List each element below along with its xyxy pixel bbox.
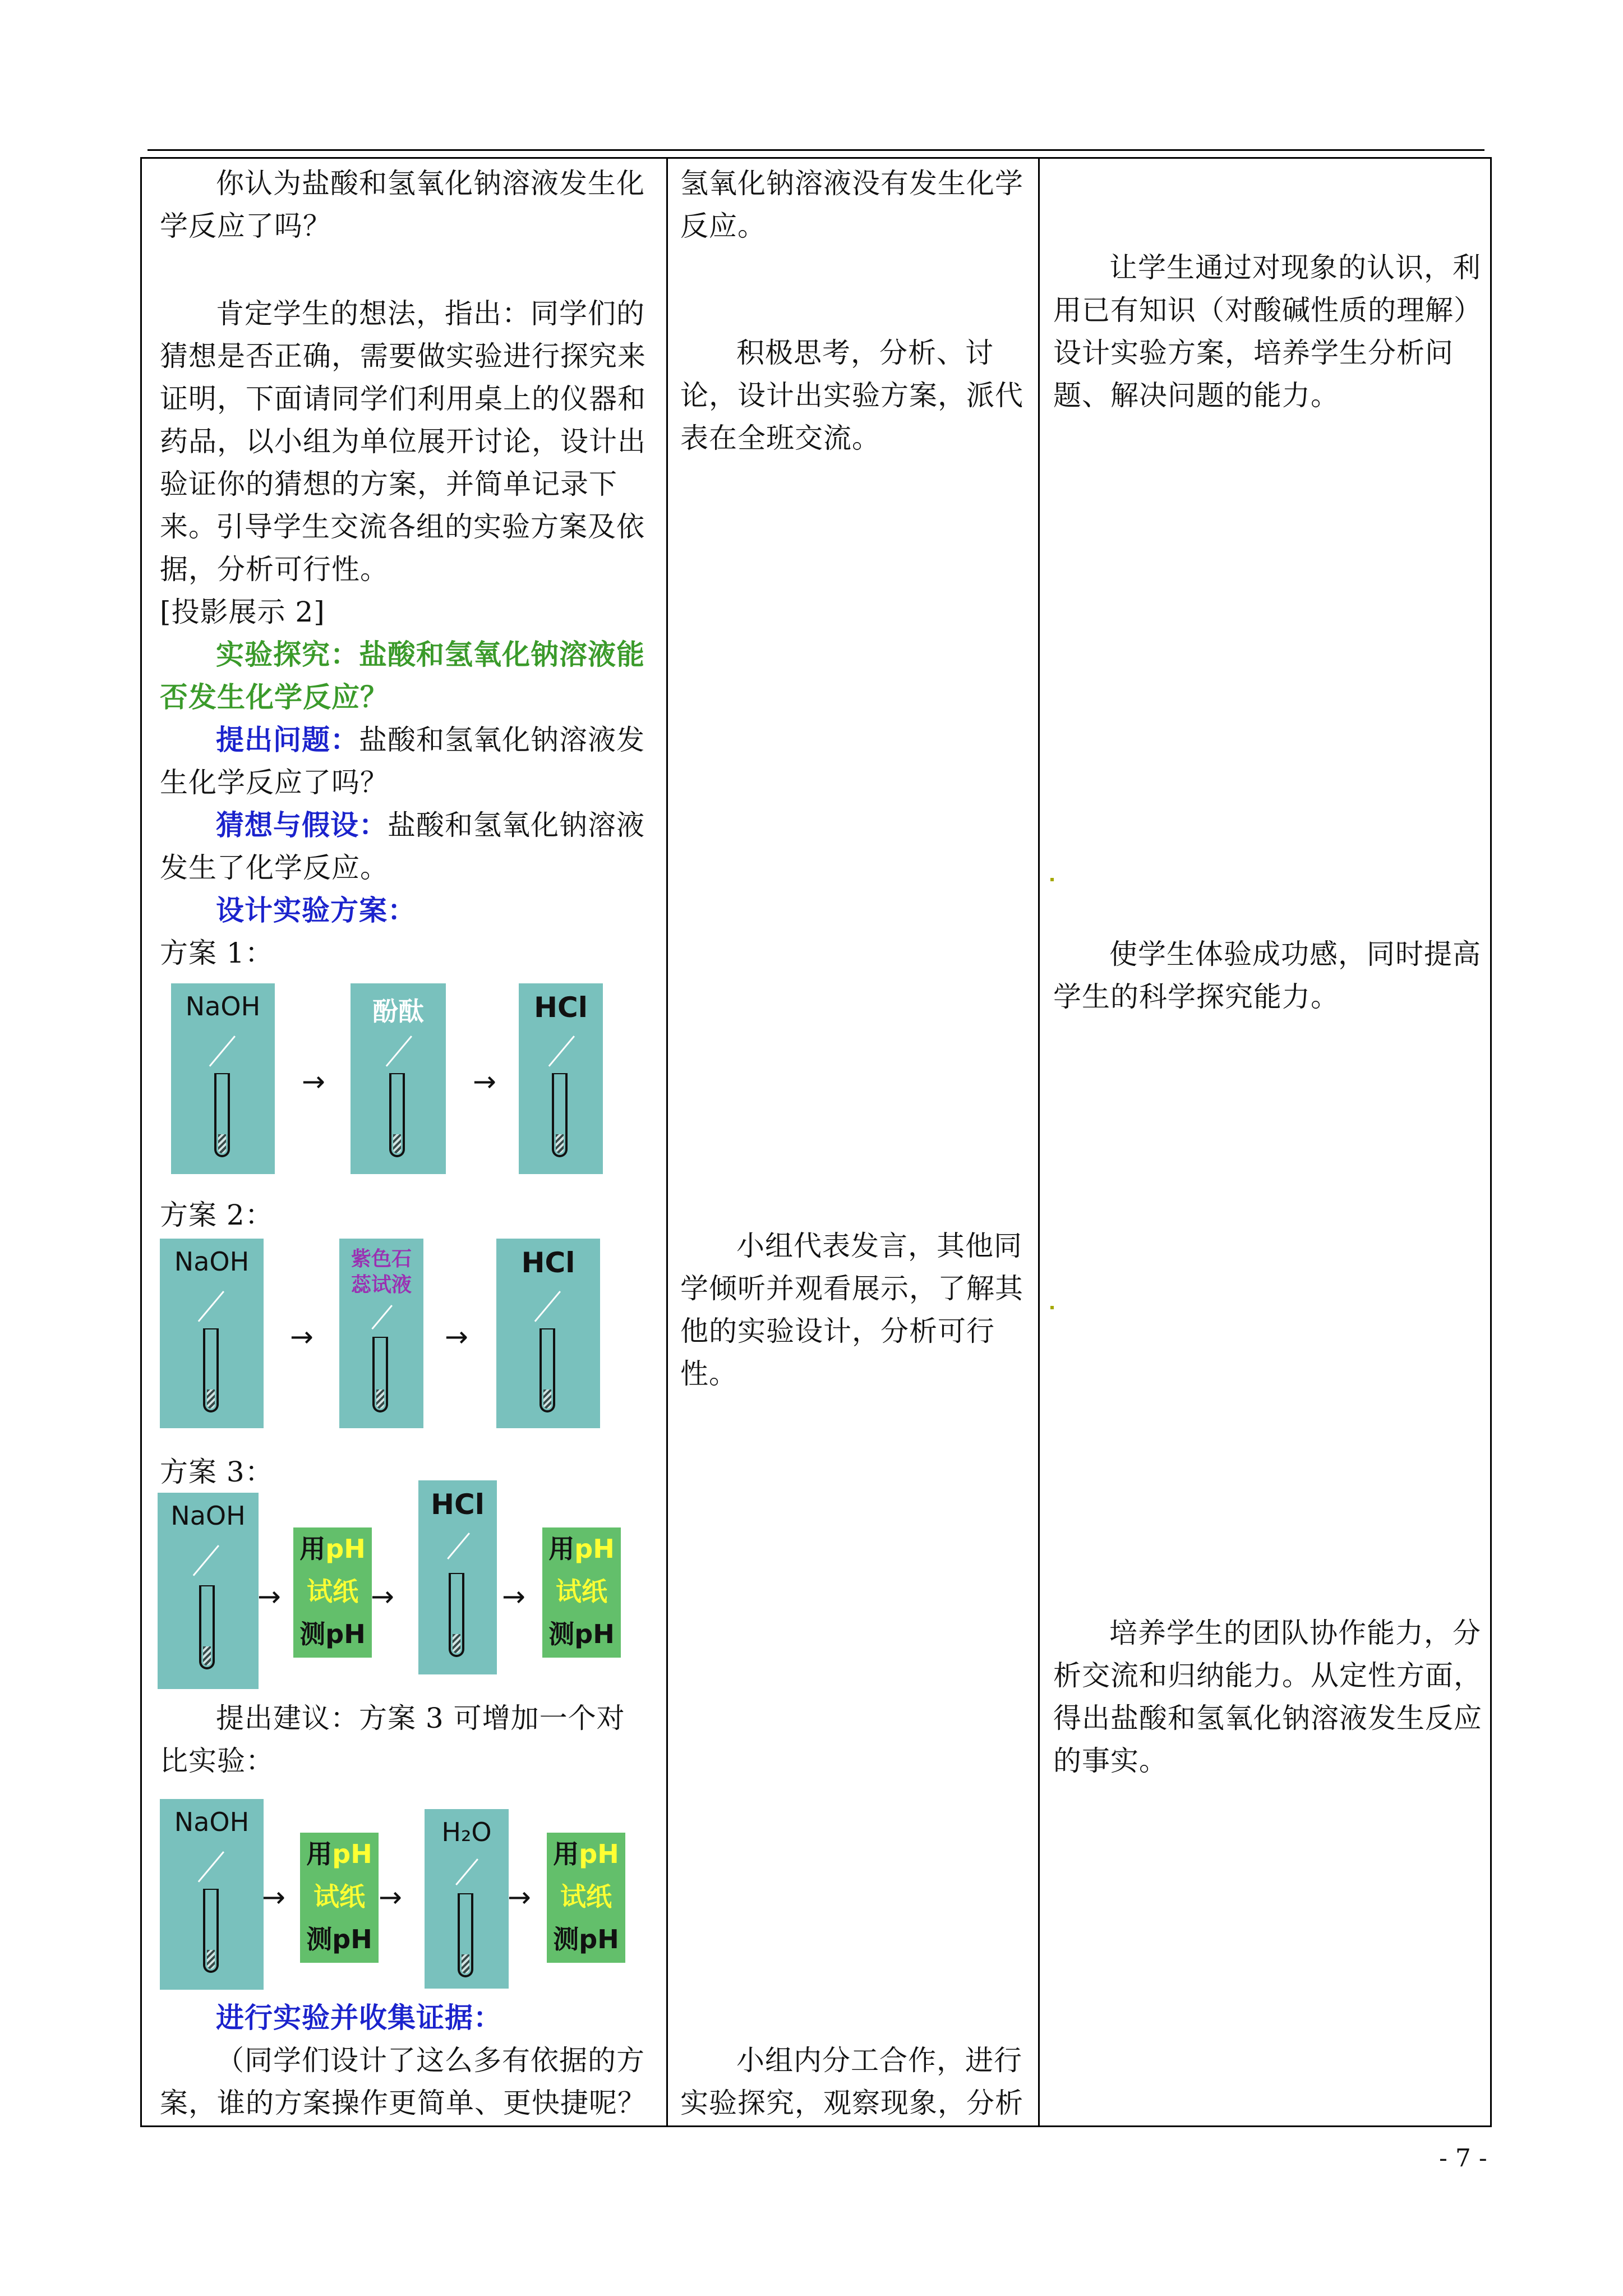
test-tube-icon — [540, 1328, 555, 1412]
arrow-icon: → — [371, 1580, 394, 1613]
dropper-line — [209, 1036, 236, 1067]
stray-mark — [1050, 1306, 1054, 1309]
collect-evidence-label: 进行实验并收集证据： — [216, 2001, 502, 2034]
dropper-line — [548, 1036, 575, 1067]
arrow-icon: → — [502, 1580, 525, 1613]
reagent-label: HCl — [431, 1488, 485, 1521]
hcl-tube-tile — [418, 1480, 497, 1674]
reagent-label: HCl — [521, 1246, 575, 1279]
design-intent-1: 让学生通过对现象的认识，利用已有知识（对酸碱性质的理解）设计实验方案，培养学生分析问题、解决问题的能力。 — [1053, 251, 1482, 412]
reagent-label: NaOH — [185, 991, 261, 1022]
dropper-line — [447, 1533, 470, 1559]
reagent-label: NaOH — [174, 1807, 250, 1837]
reagent-label: NaOH — [170, 1501, 246, 1531]
dropper-line — [534, 1291, 561, 1322]
plan1-label: 方案 1： — [160, 937, 274, 969]
dropper-line — [386, 1036, 412, 1067]
ph-paper-tile: 用pH 试纸 测pH — [542, 1527, 621, 1658]
ph-paper-tile: 用pH 试纸 测pH — [300, 1833, 379, 1963]
teacher-question: 你认为盐酸和氢氧化钠溶液发生化学反应了吗？ — [160, 167, 645, 242]
reagent-label: 酚酞 — [372, 996, 424, 1027]
dropper-line — [193, 1545, 219, 1576]
arrow-icon: → — [508, 1881, 531, 1913]
stray-mark — [1050, 878, 1054, 881]
page-number: - 7 - — [1439, 2144, 1487, 2173]
reagent-label-line2: 蕊试液 — [351, 1273, 412, 1296]
projection-label: [投影展示 2] — [160, 596, 325, 628]
reagent-label-line1: 紫色石 — [351, 1248, 412, 1271]
naoh-tube-tile — [171, 983, 275, 1174]
test-tube-icon — [214, 1073, 230, 1157]
naoh-tube-tile — [158, 1493, 259, 1689]
test-tube-icon — [389, 1073, 405, 1157]
plan3-label: 方案 3： — [160, 1456, 274, 1488]
test-tube-icon — [458, 1893, 473, 1977]
question-paragraph — [160, 719, 653, 804]
arrow-icon: → — [473, 1065, 496, 1098]
arrow-icon: → — [445, 1320, 468, 1353]
teacher-guidance: 肯定学生的想法，指出：同学们的猜想是否正确，需要做实验进行探究来证明，下面请同学们利用桌上的仪器和药品，以小组为单位展开讨论，设计出验证你的猜想的方案，并简单记录下来。 — [160, 297, 646, 543]
reagent-label: NaOH — [174, 1246, 250, 1277]
student-answer: 氢氧化钠溶液没有发生化学反应。 — [680, 167, 1023, 242]
phenolphthalein-tube-tile — [351, 983, 446, 1174]
reagent-label: HCl — [534, 991, 588, 1024]
dropper-line — [455, 1858, 478, 1885]
hypothesis-paragraph — [160, 804, 653, 889]
arrow-icon: → — [290, 1320, 313, 1353]
experiment-title: 实验探究：盐酸和氢氧化钠溶液能否发生化学反应？ — [160, 638, 645, 714]
plan1-diagram — [171, 983, 631, 1174]
arrow-icon: → — [257, 1580, 281, 1613]
hypothesis-label: 猜想与假设： — [216, 808, 388, 841]
teacher-discussion: 引导学生交流各组的实验方案及依据，分析可行性。 — [160, 510, 645, 586]
dropper-line — [371, 1305, 393, 1329]
test-tube-icon — [552, 1073, 568, 1157]
arrow-icon: → — [379, 1881, 402, 1913]
question-label: 提出问题： — [216, 723, 359, 756]
column-divider — [1038, 159, 1040, 2125]
reagent-label: H₂O — [441, 1817, 492, 1847]
naoh-tube-tile — [160, 1239, 264, 1428]
student-activity-present: 小组代表发言，其他同学倾听并观看展示，了解其他的实验设计，分析可行性。 — [680, 1230, 1023, 1390]
plan2-diagram — [160, 1239, 620, 1428]
dropper-line — [198, 1851, 224, 1883]
header-rule — [147, 149, 1484, 151]
design-label: 设计实验方案： — [216, 894, 416, 927]
design-intent-2: 使学生体验成功感，同时提高学生的科学探究能力。 — [1053, 938, 1481, 1013]
hcl-tube-tile — [519, 983, 603, 1174]
arrow-icon: → — [262, 1881, 285, 1913]
test-tube-icon — [372, 1337, 388, 1412]
lesson-table — [140, 157, 1492, 2127]
test-tube-icon — [199, 1585, 215, 1669]
column-divider — [666, 159, 668, 2125]
litmus-tube-tile — [339, 1239, 423, 1428]
plan2-label: 方案 2： — [160, 1199, 274, 1231]
naoh-tube-tile — [160, 1799, 264, 1990]
test-tube-icon — [203, 1889, 219, 1973]
dropper-line — [198, 1291, 224, 1322]
student-activity-design: 积极思考，分析、讨论，设计出实验方案，派代表在全班交流。 — [680, 337, 1023, 454]
ph-paper-tile: 用pH 试纸 测pH — [547, 1833, 625, 1963]
ph-paper-tile: 用pH 试纸 测pH — [293, 1527, 372, 1658]
design-intent-3: 培养学生的团队协作能力，分析交流和归纳能力。从定性方面，得出盐酸和氢氧化钠溶液发生反应的事实。 — [1053, 1617, 1482, 1777]
suggestion-text: 提出建议：方案 3 可增加一个对比实验： — [160, 1702, 625, 1777]
plan3-diagram — [158, 1488, 640, 1689]
hypothesis-text: 盐酸和氢氧化钠溶液发生了化学反应。 — [160, 809, 645, 884]
arrow-icon: → — [302, 1065, 325, 1098]
water-tube-tile — [425, 1809, 509, 1989]
student-activity-experiment: 小组内分工合作，进行实验探究，观察现象，分析 — [680, 2044, 1023, 2119]
test-tube-icon — [449, 1573, 464, 1657]
hcl-tube-tile — [496, 1239, 600, 1428]
test-tube-icon — [203, 1328, 219, 1412]
question-text: 盐酸和氢氧化钠溶液发生化学反应了吗？ — [160, 724, 645, 799]
comparison-diagram — [160, 1799, 642, 1990]
collect-evidence-text: （同学们设计了这么多有依据的方案，谁的方案操作更简单、更快捷呢？ — [160, 2044, 646, 2119]
